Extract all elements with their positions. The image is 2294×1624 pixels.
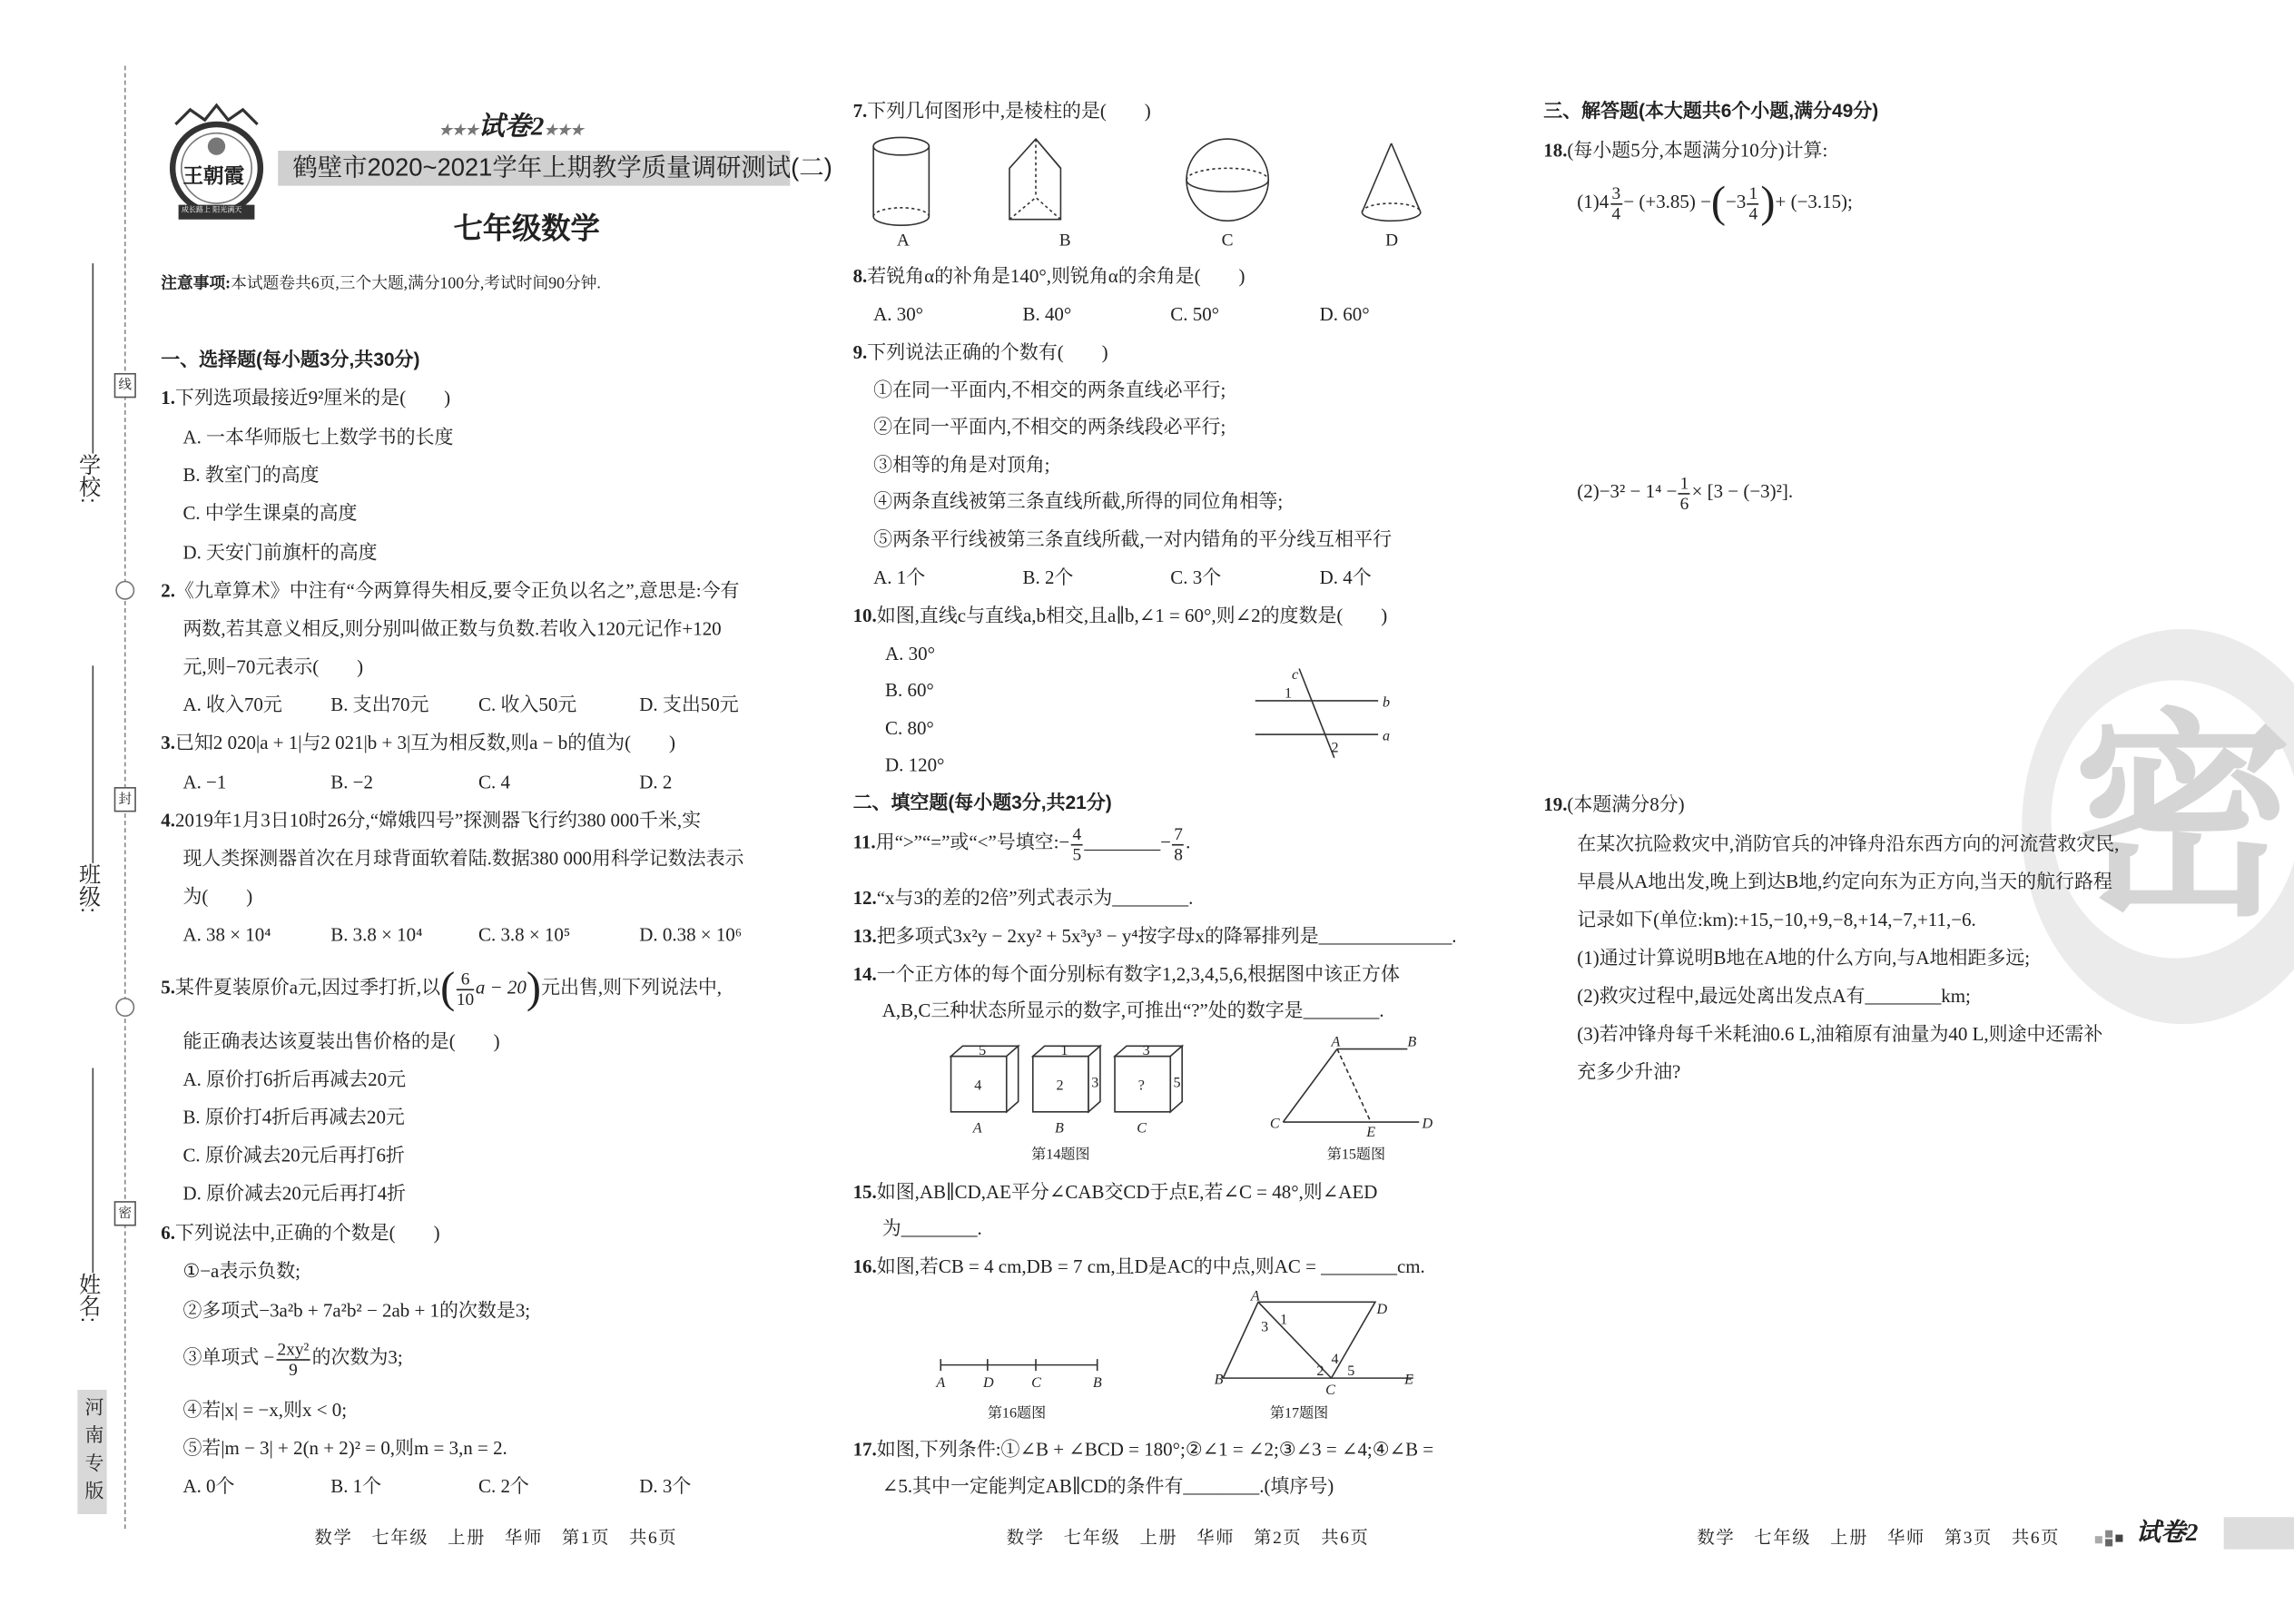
question-text: 现人类探测器首次在月球背面软着陆.数据380 000用科学记数法表示 (182, 847, 744, 870)
svg-text:5: 5 (979, 1042, 987, 1058)
figure-solids (856, 132, 1442, 256)
svg-text:a: a (1382, 728, 1391, 744)
binding-hole-icon (115, 998, 134, 1017)
option[interactable]: C. 3.8 × 10⁵ (478, 922, 571, 946)
badge-band (2224, 1517, 2294, 1549)
figure-label: D (1385, 231, 1399, 251)
secret-mark: 密 (114, 1201, 136, 1225)
sphere-figure (1186, 139, 1268, 221)
question-18-part-1: (1)4 $\frac{3}{4}$ − (+3.85) −(−3 $\frac{1}{4}$ )+ (−3.15); (1577, 178, 1853, 227)
svg-text:C: C (1325, 1382, 1335, 1398)
cone-figure (1362, 143, 1420, 221)
seal-mark: 封 (114, 787, 136, 812)
svg-text:第17题图: 第17题图 (1269, 1405, 1329, 1422)
name-label: 姓名: (75, 1273, 102, 1324)
statement: ①在同一平面内,不相交的两条直线必平行; (873, 379, 1226, 401)
question-17: 17.如图,下列条件:①∠B + ∠BCD = 180°;②∠1 = ∠2;③∠3 = ∠4;④∠B = (852, 1438, 1434, 1461)
svg-text:1: 1 (1280, 1312, 1288, 1328)
option[interactable]: C. 2个 (478, 1474, 529, 1497)
svg-text:A: A (972, 1120, 982, 1137)
svg-text:第15题图: 第15题图 (1326, 1147, 1386, 1163)
option[interactable]: B. 40° (1022, 302, 1072, 325)
figure-15 (1261, 1031, 1452, 1170)
question-text: 记录如下(单位:km):+15,−10,+9,−8,+14,−7,+11,−6. (1577, 908, 1976, 930)
page-footer-3: 数学 七年级 上册 华师 第3页 共6页 (1697, 1527, 2061, 1549)
question-text: 在某次抗险救灾中,消防官兵的冲锋舟沿东西方向的河流营救灾民, (1577, 832, 2120, 855)
option[interactable]: B. 60° (885, 678, 934, 701)
svg-text:第14题图: 第14题图 (1031, 1147, 1090, 1163)
option[interactable]: C. 中学生课桌的高度 (182, 501, 358, 524)
svg-text:2: 2 (1331, 740, 1339, 756)
notice: 注意事项:本试题卷共6页,三个大题,满分100分,考试时间90分钟. (161, 274, 601, 293)
option[interactable]: D. 60° (1319, 302, 1370, 325)
option[interactable]: A. 30° (873, 302, 924, 325)
question-1: 1.下列选项最接近9²厘米的是( ) (161, 386, 451, 408)
question-19: 19.(本题满分8分) (1543, 792, 1685, 815)
statement: ⑤两条平行线被第三条直线所截,一对内错角的平分线互相平行 (873, 527, 1393, 550)
statement: ①−a表示负数; (182, 1259, 300, 1282)
watermark-seal (2022, 629, 2294, 1024)
option[interactable]: D. 支出50元 (639, 693, 739, 716)
question-text: 充多少升油? (1577, 1060, 1681, 1083)
page-footer-1: 数学 七年级 上册 华师 第1页 共6页 (314, 1527, 678, 1549)
class-label: 班级: (75, 862, 102, 913)
question-8: 8.若锐角α的补角是140°,则锐角α的余角是( ) (852, 264, 1245, 287)
figure-17 (1211, 1287, 1431, 1426)
question-text: 早晨从A地出发,晚上到达B地,约定向东为正方向,当天的航行路程 (1577, 870, 2112, 893)
option[interactable]: D. 4个 (1319, 566, 1372, 588)
svg-text:A: A (1331, 1034, 1341, 1050)
question-4: 4.2019年1月3日10时26分,“嫦娥四号”探测器飞行约380 000千米,实 (161, 809, 702, 832)
logo-text: 王朝霞 (182, 165, 245, 189)
section-choice-title: 一、选择题(每小题3分,共30分) (161, 348, 420, 370)
question-16: 16.如图,若CB = 4 cm,DB = 7 cm,且D是AC的中点,则AC = ________cm. (852, 1255, 1425, 1277)
option[interactable]: A. 0个 (182, 1474, 235, 1497)
logo-slogan: 成长路上 阳光满天 (181, 207, 242, 215)
statement: ②在同一平面内,不相交的两条线段必平行; (873, 415, 1226, 438)
question-text: 能正确表达该夏装出售价格的是( ) (182, 1029, 500, 1052)
option[interactable]: D. 原价减去20元后再打4折 (182, 1182, 407, 1205)
svg-text:第16题图: 第16题图 (987, 1405, 1047, 1422)
svg-text:3: 3 (1261, 1319, 1269, 1335)
question-13: 13.把多项式3x²y − 2xy² + 5x³y³ − y⁴按字母x的降幂排列是______________. (852, 924, 1457, 947)
svg-text:3: 3 (1142, 1042, 1150, 1058)
question-text: (3)若冲锋舟每千米耗油0.6 L,油箱原有油量为40 L,则途中还需补 (1577, 1022, 2103, 1045)
svg-text:A: A (1250, 1288, 1260, 1304)
class-field[interactable] (93, 665, 94, 863)
section-fill-title: 二、填空题(每小题3分,共21分) (852, 791, 1112, 814)
option[interactable]: C. 收入50元 (478, 693, 577, 716)
option[interactable]: B. −2 (330, 771, 373, 793)
figure-label: A (896, 231, 910, 251)
statement: ⑤若|m − 3| + 2(n + 2)² = 0,则m = 3,n = 2. (182, 1436, 507, 1459)
line-mark: 线 (114, 373, 136, 398)
option[interactable]: B. 支出70元 (330, 693, 429, 716)
option[interactable]: B. 原价打4折后再减去20元 (182, 1106, 405, 1128)
option[interactable]: D. 0.38 × 10⁶ (639, 922, 743, 946)
question-11: 11.用“>”“=”或“<”号填空:− $\frac{4}{5}$ ________− $\frac{7}{8}$ . (852, 822, 1191, 864)
svg-text:D: D (982, 1374, 994, 1391)
binding-hole-icon (115, 581, 134, 600)
svg-text:B: B (1407, 1034, 1417, 1050)
page-footer-2: 数学 七年级 上册 华师 第2页 共6页 (1006, 1527, 1370, 1549)
edition-badge: 河南专版 (77, 1390, 106, 1514)
option[interactable]: B. 2个 (1022, 566, 1074, 588)
svg-text:?: ? (1137, 1078, 1145, 1094)
question-text: A,B,C三种状态所显示的数字,可推出“?”处的数字是________. (881, 999, 1384, 1021)
figure-label: C (1221, 231, 1234, 251)
statement: ④若|x| = −x,则x < 0; (182, 1398, 348, 1421)
figure-14-cubes (943, 1038, 1206, 1170)
question-text: 两数,若其意义相反,则分别叫做正数与负数.若收入120元记作+120 (182, 617, 722, 640)
question-text: 为________. (881, 1216, 982, 1240)
question-3: 3.已知2 020|a + 1|与2 021|b + 3|互为相反数,则a − b的值为( ) (161, 731, 675, 753)
question-text: (2)救灾过程中,最远处离出发点A有________km; (1577, 984, 1971, 1007)
svg-text:E: E (1404, 1372, 1413, 1388)
option[interactable]: A. 30° (885, 642, 935, 664)
svg-text:c: c (1292, 666, 1299, 683)
question-5: 5.某件夏装原价a元,因过季打折,以( $\frac{6}{10}$ a − 20)元出售,则下列说法中, (161, 964, 723, 1013)
brand-logo (161, 103, 263, 220)
school-label: 学校: (75, 453, 102, 504)
question-text: (1)通过计算说明B地在A地的什么方向,与A地相距多远; (1577, 946, 2031, 969)
statement: ③单项式 − $\frac{\text{2xy²}}{9}$ 的次数为3; (182, 1337, 403, 1379)
question-14: 14.一个正方体的每个面分别标有数字1,2,3,4,5,6,根据图中该正方体 (852, 962, 1400, 985)
exam-banner-title: 鹤壁市2020~2021学年上期教学质量调研测试(二) (292, 153, 832, 182)
svg-text:2: 2 (1056, 1078, 1064, 1094)
svg-text:5: 5 (1173, 1075, 1181, 1091)
series-title: ★★★试卷2★★★ (438, 111, 584, 141)
question-text: ∠5.其中一定能判定AB∥CD的条件有________.(填序号) (881, 1474, 1334, 1497)
option[interactable]: A. 收入70元 (182, 693, 282, 716)
question-2: 2.《九章算术》中注有“今两算得失相反,要令正负以名之”,意思是:今有 (161, 579, 740, 602)
svg-text:1: 1 (1060, 1042, 1068, 1058)
question-text: 为( ) (182, 885, 253, 908)
option[interactable]: A. 38 × 10⁴ (182, 922, 271, 946)
statement: ③相等的角是对顶角; (873, 453, 1050, 476)
svg-text:4: 4 (1331, 1352, 1339, 1368)
option[interactable]: B. 3.8 × 10⁴ (330, 922, 423, 946)
option[interactable]: C. 50° (1170, 302, 1220, 325)
option[interactable]: B. 1个 (330, 1474, 382, 1497)
svg-text:A: A (936, 1374, 946, 1391)
svg-text:D: D (1422, 1116, 1433, 1132)
svg-text:C: C (1269, 1116, 1280, 1132)
svg-text:E: E (1366, 1125, 1376, 1141)
option[interactable]: C. 3个 (1170, 566, 1222, 588)
cylinder-figure (873, 137, 929, 225)
subject-title: 七年级数学 (453, 213, 600, 246)
question-10: 10.如图,直线c与直线a,b相交,且a∥b,∠1 = 60°,则∠2的度数是( ) (852, 604, 1388, 626)
svg-text:C: C (1137, 1120, 1147, 1137)
svg-text:C: C (1031, 1374, 1041, 1391)
option[interactable]: A. −1 (182, 771, 227, 793)
option[interactable]: A. 一本华师版七上数学书的长度 (182, 425, 454, 448)
option[interactable]: A. 原价打6折后再减去20元 (182, 1068, 407, 1090)
svg-text:2: 2 (1316, 1363, 1324, 1379)
paper-badge: 试卷2 (2135, 1518, 2199, 1547)
svg-text:D: D (1376, 1302, 1388, 1318)
svg-text:b: b (1382, 694, 1391, 711)
question-12: 12.“x与3的差的2倍”列式表示为________. (852, 886, 1194, 909)
svg-text:1: 1 (1284, 685, 1293, 702)
figure-10 (1244, 661, 1404, 763)
figure-label: B (1058, 231, 1071, 251)
option[interactable]: A. 1个 (873, 566, 926, 588)
question-9: 9.下列说法正确的个数有( ) (852, 340, 1108, 363)
watermark-text: 密 (2072, 692, 2293, 947)
svg-text:5: 5 (1347, 1363, 1355, 1379)
svg-text:B: B (1054, 1120, 1064, 1137)
option[interactable]: D. 2 (639, 771, 673, 793)
option[interactable]: C. 4 (478, 771, 510, 793)
option[interactable]: B. 教室门的高度 (182, 463, 320, 487)
svg-text:B: B (1092, 1374, 1102, 1391)
statement: ④两条直线被第三条直线所截,所得的同位角相等; (873, 489, 1284, 513)
question-18: 18.(每小题5分,本题满分10分)计算: (1543, 139, 1828, 162)
name-field[interactable] (93, 1068, 94, 1273)
option[interactable]: C. 原价减去20元后再打6折 (182, 1144, 405, 1166)
option[interactable]: C. 80° (885, 716, 934, 739)
option[interactable]: D. 天安门前旗杆的高度 (182, 541, 378, 564)
question-18-part-2: (2)−3² − 1⁴ − $\frac{1}{6}$ × [3 − (−3)²]. (1577, 471, 1794, 513)
question-7: 7.下列几何图形中,是棱柱的是( ) (852, 99, 1151, 122)
school-field[interactable] (93, 263, 94, 454)
question-15: 15.如图,AB∥CD,AE平分∠CAB交CD于点E,若∠C = 48°,则∠AED (852, 1180, 1378, 1203)
statement: ②多项式−3a²b + 7a²b² − 2ab + 1的次数是3; (182, 1299, 531, 1322)
svg-text:3: 3 (1091, 1075, 1099, 1091)
figure-16 (929, 1353, 1119, 1427)
decor-squares-icon (2095, 1530, 2124, 1545)
option[interactable]: D. 120° (885, 753, 945, 776)
question-6: 6.下列说法中,正确的个数是( ) (161, 1221, 440, 1244)
svg-text:4: 4 (974, 1078, 982, 1094)
question-text: 元,则−70元表示( ) (182, 655, 364, 678)
svg-text:B: B (1214, 1372, 1224, 1388)
prism-figure (1009, 139, 1060, 220)
section-answer-title: 三、解答题(本大题共6个小题,满分49分) (1543, 99, 1879, 122)
option[interactable]: D. 3个 (639, 1474, 692, 1497)
